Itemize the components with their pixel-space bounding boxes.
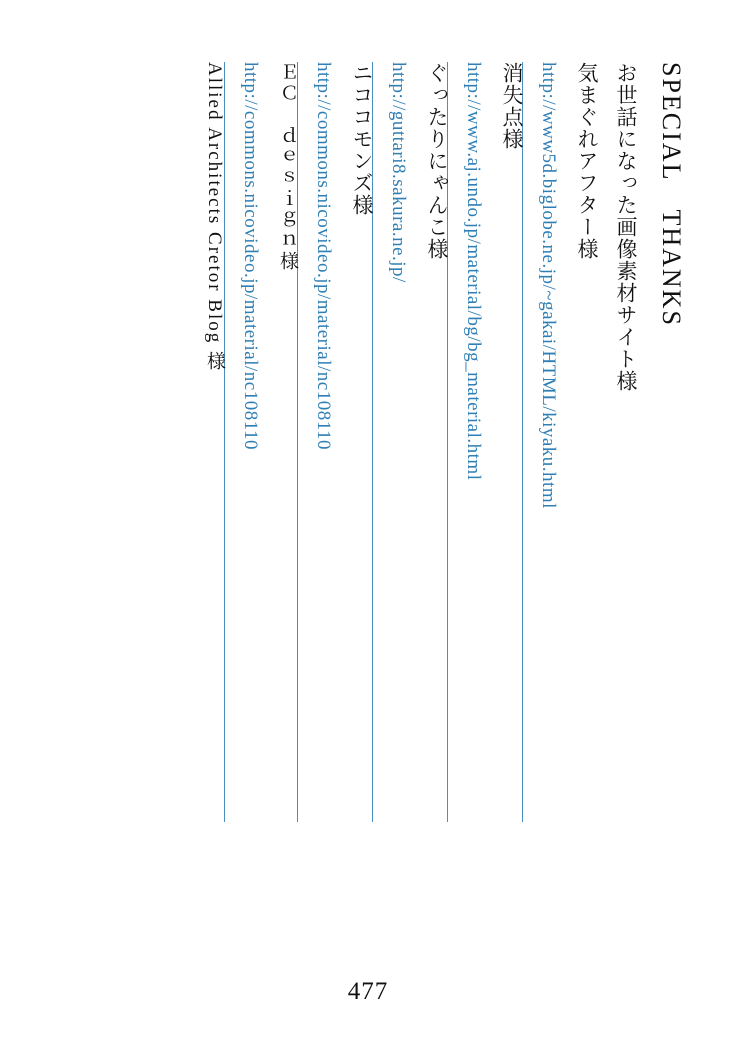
page-number: 477 bbox=[347, 978, 389, 1005]
credit-url-ec-design[interactable]: http://commons.nicovideo.jp/material/nc108110 bbox=[224, 62, 260, 822]
credit-name-allied-architects: Allied Architects Cretor Blog 様 bbox=[204, 62, 225, 373]
credit-name-shoushitsuten: 消失点様 bbox=[500, 62, 524, 150]
credit-url-nicocommons[interactable]: http://commons.nicovideo.jp/material/nc108110 bbox=[297, 62, 333, 822]
credit-url-guttari-nyanko[interactable]: http://guttari8.sakura.ne.jp/ bbox=[372, 62, 408, 822]
credit-url-kimagure-after[interactable]: http://www5d.biglobe.ne.jp/~gakai/HTML/kiyaku.html bbox=[522, 62, 558, 822]
credit-name-ec-design: ＥＣ ｄｅｓｉｇｎ様 bbox=[277, 62, 298, 272]
credit-name-guttari-nyanko: ぐったりにゃんこ様 bbox=[425, 62, 449, 260]
credit-name-kimagure-after: 気まぐれアフター様 bbox=[575, 62, 599, 260]
page-heading: SPECIAL THANKS bbox=[657, 62, 686, 327]
vertical-text-body bbox=[124, 62, 684, 822]
section-label-image-sites: お世話になった画像素材サイト様 bbox=[614, 62, 638, 392]
credit-url-shoushitsuten[interactable]: http://www.aj.undo.jp/material/bg/bg_material.html bbox=[447, 62, 483, 822]
credit-name-nicocommons: ニココモンズ様 bbox=[350, 62, 374, 216]
